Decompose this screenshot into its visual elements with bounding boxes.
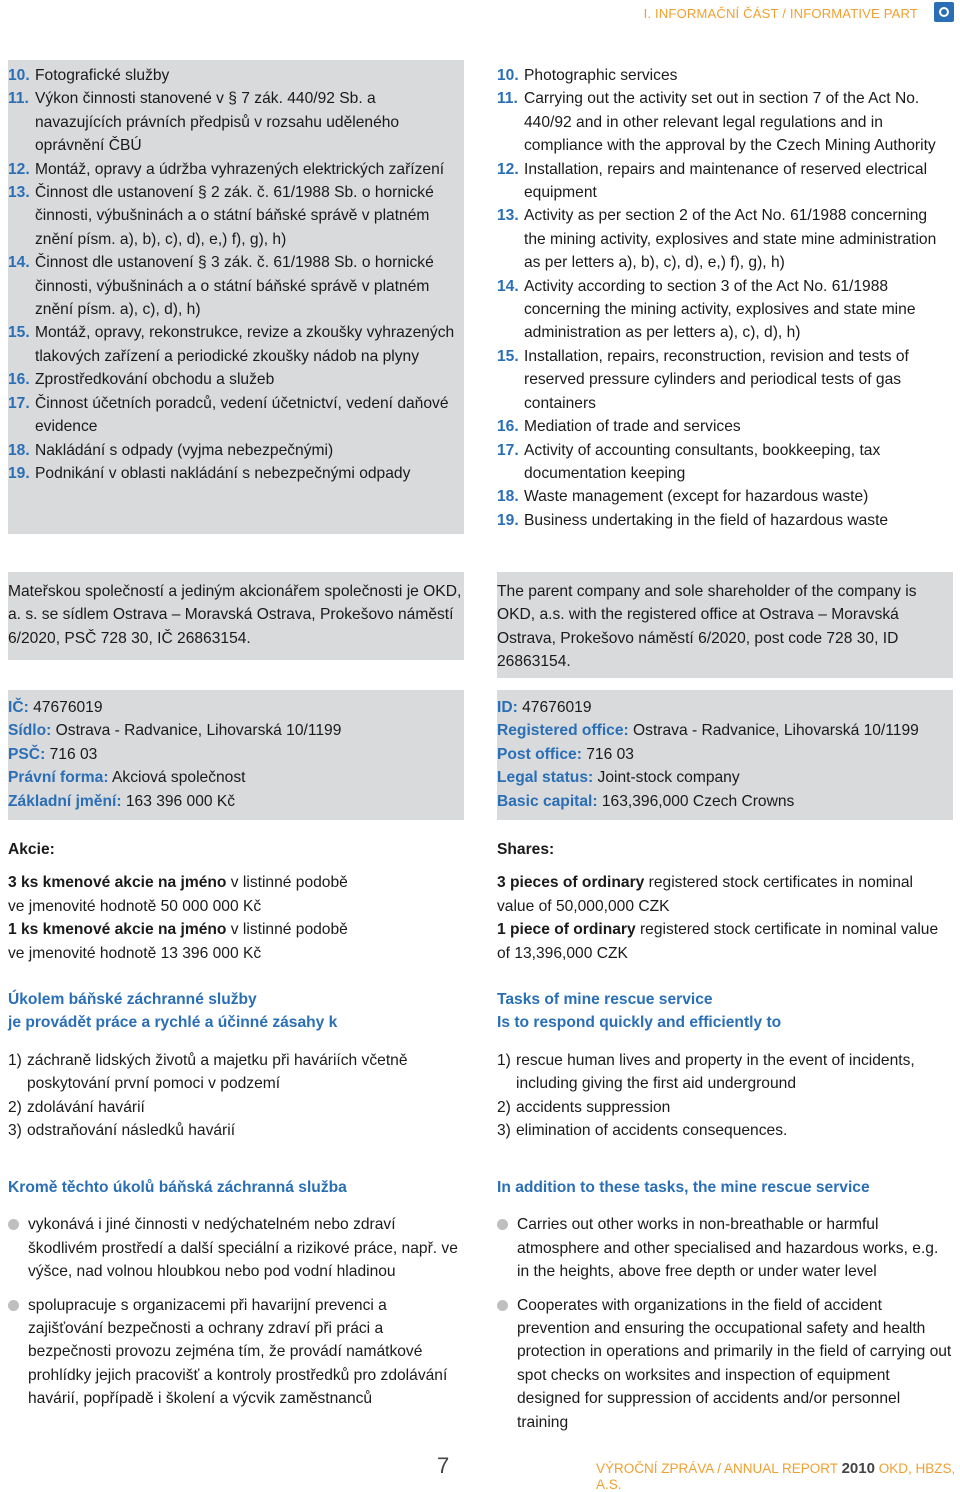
activity-item <box>497 275 953 345</box>
right-shares-section <box>497 838 953 965</box>
activity-item <box>8 439 464 462</box>
activity-text: Činnost dle ustanovení § 2 zák. č. 61/1988 Sb. o hornické činnosti, výbušninách a o státní báňské správě v platném znění písm. a), b), c), d), e,) f), g), h) <box>35 184 434 248</box>
left-office-row: Sídlo: Ostrava - Radvanice, Lihovarská 10/1199 <box>8 722 342 740</box>
left-parent-text: Mateřskou společností a jediným akcionářem společnosti je OKD, a. s. se sídlem Ostrava – Moravská Ostrava, Prokešovo náměstí 6/2020, PSČ 728 30, IČ 26863154. <box>8 583 462 647</box>
activity-item <box>8 181 464 251</box>
right-tasks-title1: Tasks of mine rescue service <box>497 991 713 1008</box>
activity-text: Výkon činnosti stanovené v § 7 zák. 440/92 Sb. a navazujících právních předpisů v rozsahu uděleného oprávnění ČBÚ <box>35 90 400 155</box>
activity-number: 12. <box>8 160 30 178</box>
task-marker: 2) <box>8 1098 22 1116</box>
activity-number: 16. <box>8 371 30 389</box>
right-bullet-list <box>497 1213 953 1434</box>
bullet-item <box>8 1294 464 1411</box>
activity-item <box>497 204 953 274</box>
left-shares2-line2: ve jmenovité hodnotě 13 396 000 Kč <box>8 944 262 962</box>
activity-number: 19. <box>497 511 519 529</box>
bullet-text: Cooperates with organizations in the field of accident prevention and ensuring the occupational safety and health protection in operations and primarily in the field of carrying out spot checks on worksites and inspection of equipment designed for suppression of accidents and/or personnel training <box>517 1296 952 1431</box>
left-besides-title: Kromě těchto úkolů báňská záchranná služba <box>8 1179 347 1196</box>
task-text: záchraně lidských životů a majetku při haváriích včetně poskytování první pomoci v podzemí <box>27 1051 408 1093</box>
activity-item <box>8 251 464 321</box>
task-item <box>8 1119 464 1142</box>
activity-item <box>497 509 953 532</box>
bullet-dot-icon <box>497 1300 508 1311</box>
right-id-row: ID: 47676019 <box>497 699 592 716</box>
left-activities-list <box>8 64 464 485</box>
activity-number: 19. <box>8 464 30 482</box>
activity-number: 15. <box>8 324 30 342</box>
activity-number: 18. <box>8 441 30 459</box>
activity-number: 14. <box>497 277 519 295</box>
bullet-text: spolupracuje s organizacemi při havarijní prevenci a zajišťování bezpečnosti a ochrany zdraví při práci a bezpečnosti provozu zejména tím, že provádí namátkové prohlídky jejich pracovišť a kontroly prostředků pro zdolávání havárií, popřípadě i školení a výcvik zaměstnanců <box>28 1296 448 1408</box>
activity-text: Nakládání s odpady (vyjma nebezpečnými) <box>35 441 334 459</box>
task-text: zdolávání havárií <box>27 1098 145 1116</box>
left-id-row: IČ: 47676019 <box>8 699 103 716</box>
activity-text: Waste management (except for hazardous waste) <box>524 488 869 506</box>
activity-text: Podnikání v oblasti nakládání s nebezpečnými odpady <box>35 464 411 482</box>
activity-text: Montáž, opravy, rekonstrukce, revize a zkoušky vyhrazených tlakových zařízení a periodické zkoušky nádob na plyny <box>35 324 455 365</box>
activity-text: Mediation of trade and services <box>524 418 741 436</box>
activity-number: 16. <box>497 418 519 436</box>
right-shares2: 1 piece of ordinary registered stock certificate in nominal value of 13,396,000 CZK <box>497 921 939 962</box>
activity-number: 11. <box>8 90 29 108</box>
right-shares1: 3 pieces of ordinary registered stock certificates in nominal value of 50,000,000 CZK <box>497 874 914 915</box>
activity-number: 13. <box>497 207 519 225</box>
bullet-item <box>8 1213 464 1283</box>
activity-number: 17. <box>497 441 519 459</box>
activity-text: Montáž, opravy a údržba vyhrazených elektrických zařízení <box>35 160 445 178</box>
left-capital-row: Základní jmění: 163 396 000 Kč <box>8 792 236 810</box>
bullet-item <box>497 1294 953 1434</box>
right-besides-section <box>497 1176 953 1434</box>
left-shares1-line2: ve jmenovité hodnotě 50 000 000 Kč <box>8 897 262 915</box>
activity-number: 11. <box>497 90 518 108</box>
activity-text: Activity of accounting consultants, bookkeeping, tax documentation keeping <box>524 441 881 482</box>
left-shares1: 3 ks kmenové akcie na jméno v listinné podobě <box>8 874 348 892</box>
left-info-box <box>8 690 464 820</box>
activity-item <box>8 368 464 391</box>
right-tasks-list <box>497 1049 953 1143</box>
activity-item <box>8 462 464 485</box>
right-parent-text: The parent company and sole shareholder of the company is OKD, a.s. with the registered office at Ostrava – Moravská Ostrava, Prokešovo náměstí 6/2020, post code 728 30, ID 26863154. <box>497 583 917 671</box>
left-tasks-list <box>8 1049 464 1143</box>
task-item <box>8 1049 464 1096</box>
bullet-dot-icon <box>8 1219 19 1230</box>
activity-text: Installation, repairs and maintenance of reserved electrical equipment <box>524 160 928 202</box>
left-parent-box <box>8 572 464 660</box>
activity-text: Installation, repairs, reconstruction, revision and tests of reserved pressure cylinders and periodical tests of gas containers <box>524 347 909 412</box>
page-number: 7 <box>437 1453 450 1478</box>
task-marker: 3) <box>497 1122 511 1140</box>
right-capital-row: Basic capital: 163,396,000 Czech Crowns <box>497 792 795 810</box>
right-activities-list <box>497 64 953 532</box>
activity-number: 14. <box>8 254 30 272</box>
task-item <box>497 1096 953 1119</box>
left-tasks-title2: je provádět práce a rychlé a účinné zásahy k <box>8 1014 338 1032</box>
bullet-text: vykonává i jiné činnosti v nedýchatelném nebo zdraví škodlivém prostředí a další speciální a rizikové práce, např. ve výšce, nad volnou hloubkou nebo pod vodní hladinou <box>28 1216 458 1281</box>
activity-text: Photographic services <box>524 67 678 84</box>
left-activities-box <box>8 60 464 534</box>
report-footer: VÝROČNÍ ZPRÁVA / ANNUAL REPORT 2010 OKD, HBZS, A.S. <box>596 1460 956 1492</box>
activity-text: Zprostředkování obchodu a služeb <box>35 371 275 389</box>
activity-item <box>497 64 953 87</box>
right-post-row: Post office: 716 03 <box>497 745 634 763</box>
activity-item <box>497 415 953 438</box>
activity-item <box>8 87 464 157</box>
activity-text: Činnost dle ustanovení § 3 zák. č. 61/1988 Sb. o hornické činnosti, výbušninách a o státní báňské správě v platném znění písm. a), c), d), h) <box>35 254 434 319</box>
activity-number: 18. <box>497 488 519 506</box>
right-shares-title: Shares: <box>497 841 555 858</box>
activity-item <box>497 345 953 415</box>
activity-item <box>497 158 953 205</box>
task-marker: 1) <box>8 1051 22 1069</box>
activity-text: Activity as per section 2 of the Act No. 61/1988 concerning the mining activity, explosives and state mine administration as per letters a), b), c), d), e,) f), g), h) <box>524 207 937 272</box>
activity-item <box>497 439 953 486</box>
right-legal-row: Legal status: Joint-stock company <box>497 769 740 787</box>
activity-text: Fotografické služby <box>35 67 170 84</box>
bullet-dot-icon <box>497 1219 508 1230</box>
right-tasks-section <box>497 988 953 1142</box>
activity-text: Activity according to section 3 of the Act No. 61/1988 concerning the mining activity, explosives and state mine administration as per letters a), c), d), h) <box>524 277 916 342</box>
task-item <box>497 1119 953 1142</box>
activity-item <box>8 158 464 181</box>
activity-text: Činnost účetních poradců, vedení účetnictví, vedení daňové evidence <box>35 394 449 436</box>
bullet-text: Carries out other works in non-breathable or harmful atmosphere and other specialised and hazardous works, e.g. in the heights, above free depth or under water level <box>517 1216 939 1281</box>
right-info-box <box>497 690 953 820</box>
activity-number: 17. <box>8 394 30 412</box>
activity-item <box>8 64 464 87</box>
activity-text: Carrying out the activity set out in section 7 of the Act No. 440/92 and in other relevant legal regulations and in compliance with the approval by the Czech Mining Authority <box>524 90 936 155</box>
task-text: rescue human lives and property in the event of incidents, including giving the first aid underground <box>516 1051 915 1093</box>
right-parent-box <box>497 572 953 678</box>
activity-text: Business undertaking in the field of hazardous waste <box>524 511 889 529</box>
task-text: odstraňování následků havárií <box>27 1122 236 1140</box>
task-item <box>8 1096 464 1119</box>
activity-number: 10. <box>497 67 519 84</box>
task-text: accidents suppression <box>516 1098 671 1116</box>
task-item <box>497 1049 953 1096</box>
section-marker-icon <box>934 2 954 22</box>
right-activities-section <box>497 64 953 532</box>
activity-item <box>497 485 953 508</box>
left-tasks-title1: Úkolem báňské záchranné služby <box>8 991 257 1008</box>
bullet-dot-icon <box>8 1300 19 1311</box>
activity-item <box>8 392 464 439</box>
activity-item <box>497 87 953 157</box>
task-marker: 1) <box>497 1051 511 1069</box>
left-tasks-section <box>8 988 464 1142</box>
left-bullet-list <box>8 1213 464 1410</box>
activity-item <box>8 321 464 368</box>
task-text: elimination of accidents consequences. <box>516 1122 788 1140</box>
right-office-row: Registered office: Ostrava - Radvanice, Lihovarská 10/1199 <box>497 722 919 740</box>
task-marker: 2) <box>497 1098 511 1116</box>
activity-number: 13. <box>8 184 30 202</box>
left-shares2: 1 ks kmenové akcie na jméno v listinné podobě <box>8 921 348 939</box>
left-post-row: PSČ: 716 03 <box>8 745 98 763</box>
right-besides-title: In addition to these tasks, the mine rescue service <box>497 1179 870 1196</box>
task-marker: 3) <box>8 1122 22 1140</box>
bullet-item <box>497 1213 953 1283</box>
left-shares-section <box>8 838 464 965</box>
left-legal-row: Právní forma: Akciová společnost <box>8 769 246 787</box>
activity-number: 10. <box>8 67 30 84</box>
activity-number: 12. <box>497 160 519 178</box>
section-header: I. INFORMAČNÍ ČÁST / INFORMATIVE PART <box>643 6 918 21</box>
activity-number: 15. <box>497 347 519 365</box>
left-besides-section <box>8 1176 464 1411</box>
right-tasks-title2: Is to respond quickly and efficiently to <box>497 1014 782 1032</box>
left-shares-title: Akcie: <box>8 841 55 858</box>
